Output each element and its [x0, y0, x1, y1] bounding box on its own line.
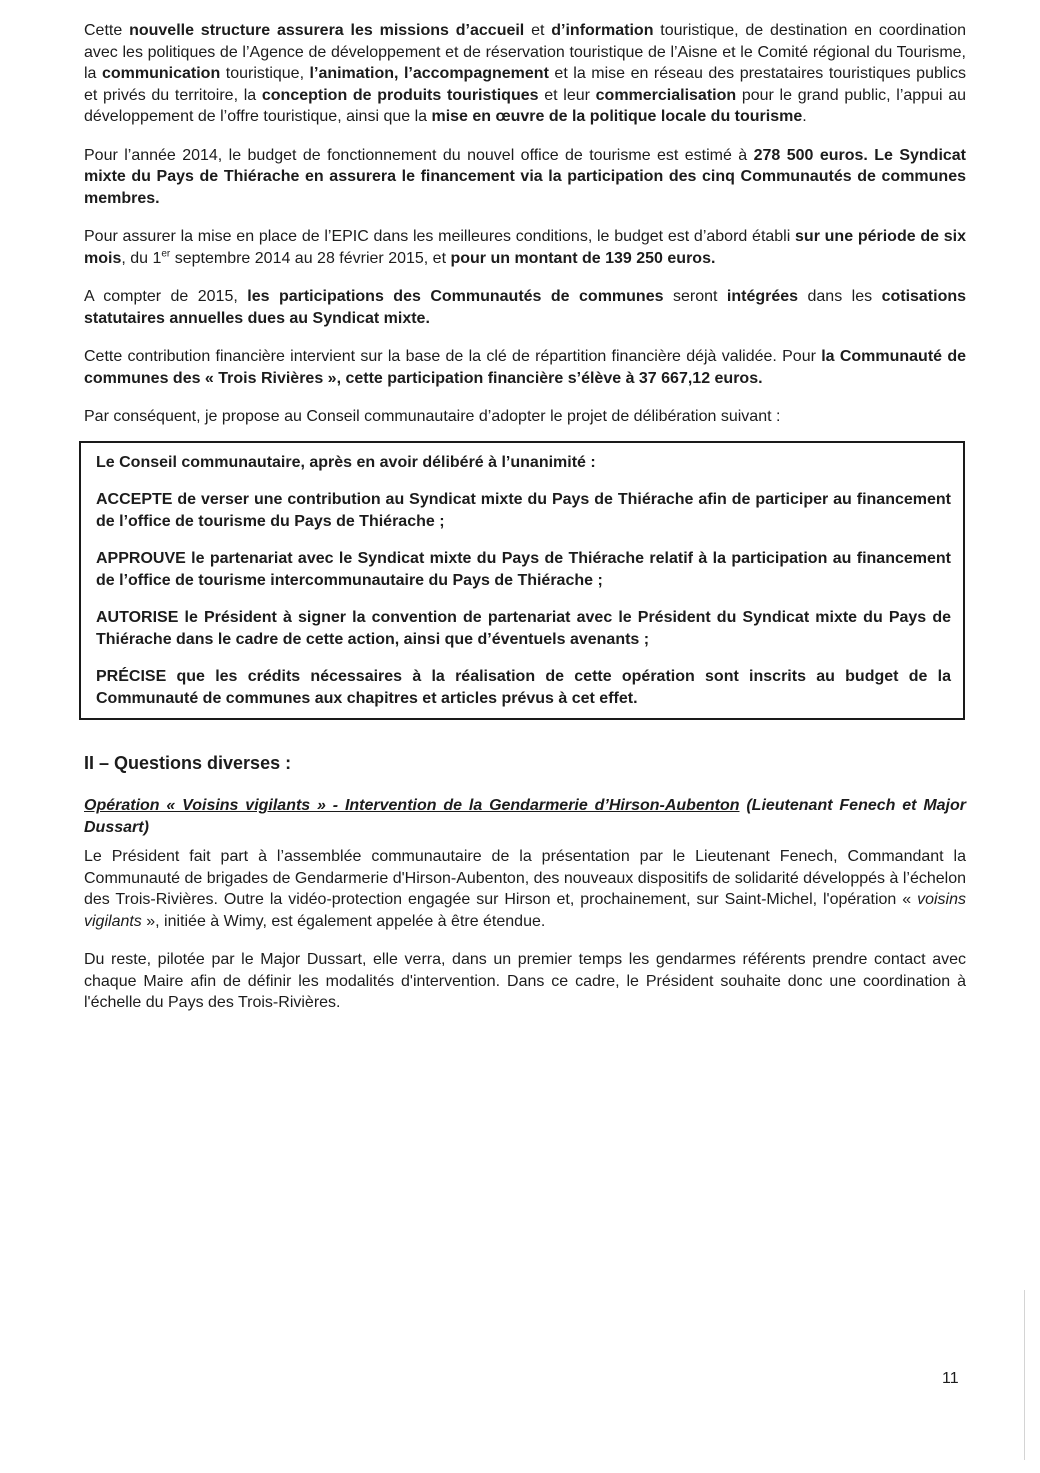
text: A compter de 2015,: [84, 288, 248, 305]
scan-edge-line: [1024, 1290, 1025, 1460]
deliberation-approuve: [96, 548, 951, 591]
text: pour le grand public, l’appui au développement de l’offre touristique, ainsi que la: [84, 86, 967, 125]
text: Le Président fait part à l’assemblée communautaire de la présentation par le Lieutenant Fenech, Commandant la Communauté de brigades de Gendarmerie d'Hirson-Aubenton, des nouveaux dispositifs de solidarité développés à l’échelon des Trois-Rivières. Outre la vidéo-protection engagée sur Hirson et, prochainement, sur Saint-Michel, l'opération «: [84, 848, 966, 908]
deliberation-autorise: [96, 607, 951, 650]
paragraph-2015: [84, 286, 966, 329]
paragraph-mission: [84, 20, 966, 128]
bold-text: sur une période de six mois: [84, 228, 967, 267]
bold-text: l’animation, l’accompagnement: [309, 65, 549, 82]
text: .: [802, 108, 807, 125]
bold-text: commercialisation: [595, 86, 737, 104]
bold-text: conception de produits touristiques: [261, 86, 539, 104]
paragraph-contribution: [84, 346, 966, 389]
bold-text: communication: [101, 65, 221, 82]
bold-text: 278 500 euros. Le Syndicat mixte du Pays de Thiérache en assurera le financement via la participation des cinq Communautés de communes membres.: [84, 146, 967, 207]
bold-text: le partenariat avec le Syndicat mixte du Pays de Thiérache relatif à la participation au financement de l’office de tourisme intercommunautaire du Pays de Thiérache ;: [96, 550, 951, 589]
paragraph-proposal: Par conséquent, je propose au Conseil communautaire d’adopter le projet de délibération suivant :: [84, 408, 781, 425]
text: Pour assurer la mise en place de l’EPIC dans les meilleures conditions, le budget est d’abord établi: [84, 228, 796, 245]
bold-text: que les crédits nécessaires à la réalisation de cette opération sont inscrits au budget de la Communauté de communes aux chapitres et articles prévus à cet effet.: [96, 668, 951, 707]
text: seront: [663, 288, 727, 305]
text: septembre 2014 au 28 février 2015, et: [170, 249, 451, 267]
section-title: II – Questions diverses :: [84, 753, 292, 773]
deliberation-box: [79, 441, 965, 721]
bold-text: de verser une contribution au Syndicat mixte du Pays de Thiérache afin de participer au financement de l’office de tourisme du Pays de Thiérache ;: [96, 491, 951, 530]
keyword: APPROUVE: [96, 550, 186, 567]
keyword: PRÉCISE: [96, 668, 167, 685]
text: et la mise en réseau des prestataires touristiques publics et privés du territoire, la: [84, 65, 966, 104]
bold-text: d’information: [551, 22, 654, 39]
deliberation-precise: [96, 666, 951, 709]
text: Cette: [84, 22, 130, 39]
text: touristique,: [220, 65, 310, 82]
text: , du 1: [121, 249, 162, 267]
text: et: [524, 22, 552, 39]
underlined-text: Opération « Voisins vigilants » - Intervention de la Gendarmerie d’Hirson-Aubenton: [84, 797, 740, 814]
bold-text: intégrées: [726, 288, 799, 305]
bold-text: nouvelle structure assurera les missions d’accueil: [129, 22, 525, 39]
bold-text: le Président à signer la convention de partenariat avec le Président du Syndicat mixte du Pays de Thiérache dans le cadre de cette action, ainsi que d’éventuels avenants ;: [96, 609, 951, 648]
keyword: AUTORISE: [96, 609, 179, 626]
text: », initiée à Wimy, est également appelée à être étendue.: [141, 912, 546, 930]
section-subtitle: [84, 795, 966, 838]
bold-text: Le Conseil communautaire, après en avoir délibéré à l’unanimité :: [96, 453, 596, 471]
italic-text: voisins vigilants: [84, 891, 966, 930]
document-page: [84, 20, 966, 1031]
bold-text: pour un montant de 139 250 euros.: [450, 249, 716, 267]
paragraph-voisins-vigilants: [84, 846, 966, 932]
text: (Lieutenant Fenech et Major Dussart): [84, 797, 967, 836]
bold-text: la Communauté de communes des « Trois Rivières », cette participation financière s’élève à 37 667,12 euros.: [84, 348, 966, 387]
bold-text: mise en œuvre de la politique locale du tourisme: [431, 108, 803, 125]
page-number: 11: [942, 1370, 959, 1387]
keyword: ACCEPTE: [96, 491, 173, 508]
deliberation-accepte: [96, 489, 951, 532]
text: dans les: [798, 288, 882, 305]
paragraph-major-dussart: Du reste, pilotée par le Major Dussart, elle verra, dans un premier temps les gendarmes référents prendre contact avec chaque Maire afin de définir les modalités d'intervention. Dans ce cadre, le Président souhaite donc une coordination à l'échelle du Pays des Trois-Rivières.: [84, 951, 966, 1011]
deliberation-intro: [96, 452, 951, 474]
bold-text: les participations des Communautés de communes: [247, 288, 664, 305]
paragraph-budget-2014: [84, 145, 966, 210]
bold-text: cotisations statutaires annuelles dues au Syndicat mixte.: [84, 288, 967, 327]
text: Cette contribution financière intervient sur la base de la clé de répartition financière déjà validée. Pour: [84, 348, 822, 365]
paragraph-epic: [84, 226, 966, 269]
superscript: er: [161, 248, 171, 260]
text: Pour l’année 2014, le budget de fonctionnement du nouvel office de tourisme est estimé à: [84, 146, 754, 164]
text: et leur: [538, 86, 596, 104]
text: touristique, de destination en coordination avec les politiques de l’Agence de développement et de réservation touristique de l’Aisne et le Comité régional du Tourisme, la: [84, 22, 967, 82]
